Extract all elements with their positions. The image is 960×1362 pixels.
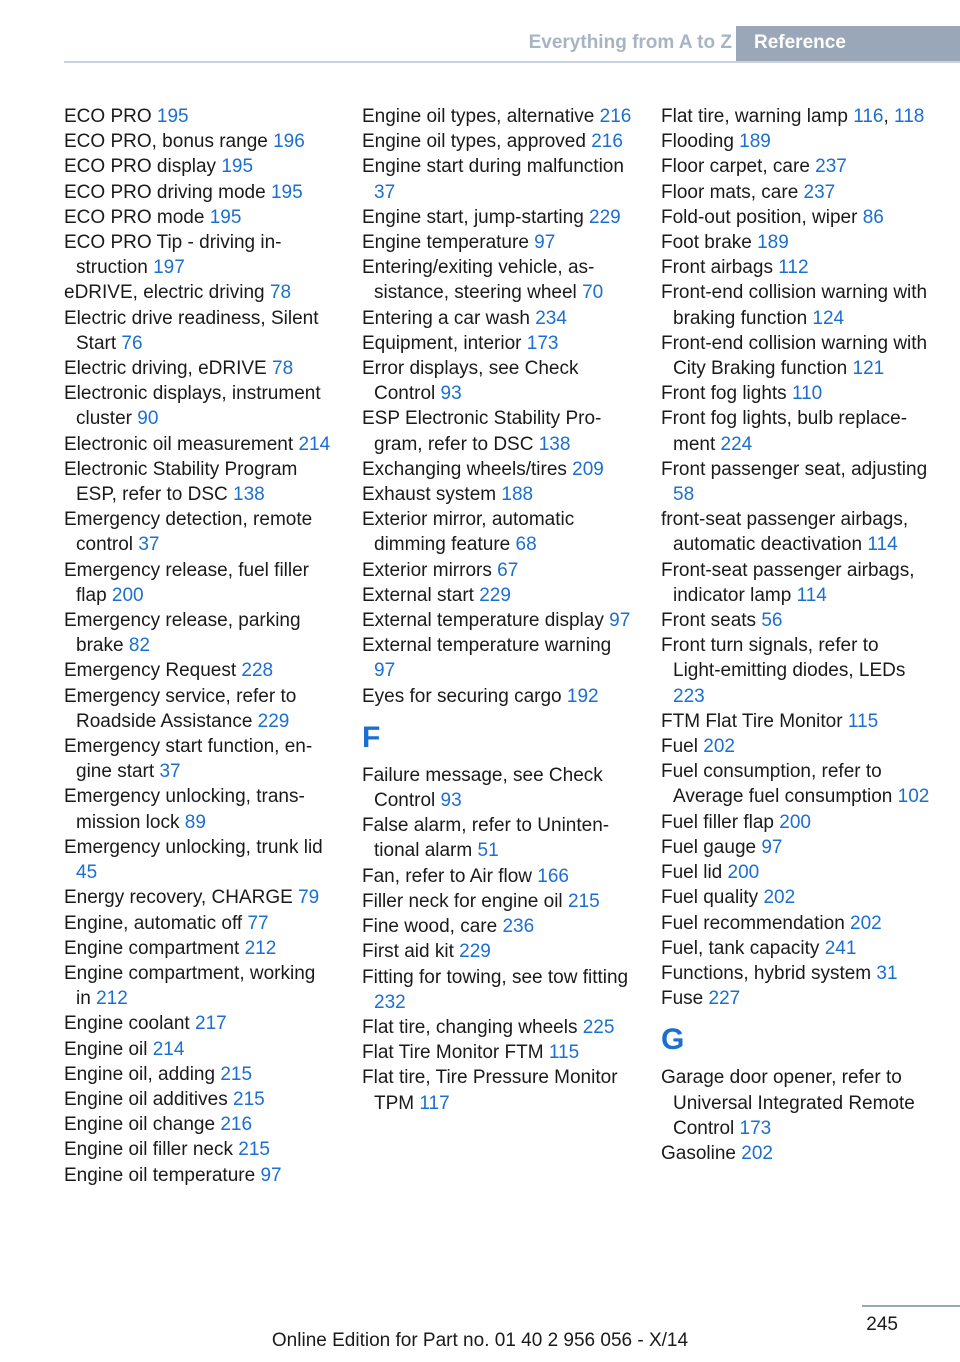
page-reference-link[interactable]: 138 [538, 433, 571, 455]
page-reference-link[interactable]: 197 [153, 257, 185, 279]
index-entry [362, 306, 632, 331]
index-entry [661, 154, 931, 179]
page-reference-link[interactable]: 200 [727, 862, 760, 884]
index-letter-heading: F [362, 720, 381, 754]
page-reference-link[interactable]: 173 [739, 1117, 772, 1139]
page-reference-link[interactable]: 93 [440, 383, 462, 405]
index-entry [64, 356, 334, 381]
index-entry [661, 835, 931, 860]
index-term: Front-end collision warning with City Braking function [661, 332, 928, 380]
page-reference-link[interactable]: 56 [761, 610, 783, 632]
page-reference-link[interactable]: 195 [221, 156, 254, 178]
index-term: Engine oil types, approved [362, 131, 592, 153]
page-reference-link[interactable]: 97 [609, 610, 631, 632]
index-entry [64, 205, 334, 230]
index-entry [362, 356, 632, 406]
index-entry [661, 961, 931, 986]
index-entry [64, 1037, 334, 1062]
running-header-chapter-tab: Reference [736, 26, 960, 61]
index-term: Engine oil, adding [64, 1063, 221, 1085]
page-reference-link[interactable]: 195 [156, 106, 189, 127]
index-entry [362, 889, 632, 914]
index-term: Failure message, see Check Control [362, 764, 603, 812]
index-entry [362, 406, 632, 456]
index-entry [362, 507, 632, 557]
page-reference-link[interactable]: 202 [850, 912, 882, 934]
index-entry [64, 1163, 334, 1188]
page-reference-link[interactable]: 77 [247, 912, 269, 934]
index-term: Engine start, jump-starting [362, 206, 590, 228]
page-reference-link[interactable]: 51 [477, 840, 499, 862]
page-reference-link[interactable]: 241 [824, 937, 857, 959]
index-term: Fuel filler flap [661, 811, 780, 833]
page-reference-link[interactable]: 118 [894, 106, 925, 127]
page-number: 245 [866, 1314, 898, 1335]
index-entry [661, 936, 931, 961]
index-term: Flat tire, warning lamp [661, 106, 854, 127]
index-term: Emergency unlocking, transmission lock [64, 786, 305, 833]
index-entry [661, 406, 931, 456]
index-term: Front turn signals, refer to Light-emitting diodes, LEDs [661, 635, 906, 682]
page-reference-link[interactable]: 76 [121, 332, 143, 354]
index-entry [64, 658, 334, 683]
page-reference-link[interactable]: 37 [374, 181, 396, 203]
index-term: Engine oil temperature [64, 1164, 261, 1186]
index-term: Energy recovery, CHARGE [64, 887, 299, 909]
page-reference-link[interactable]: 67 [497, 559, 519, 581]
page-reference-separator: , [883, 106, 895, 127]
index-entry [661, 255, 931, 280]
index-entry [64, 381, 334, 431]
index-term: Fine wood, care [362, 916, 503, 938]
index-term: Engine oil filler neck [64, 1139, 239, 1161]
index-term: Fold-out position, wiper [661, 206, 863, 228]
page-reference-link[interactable]: 114 [867, 534, 898, 556]
index-entry [362, 813, 632, 863]
index-entry [661, 507, 931, 557]
page-reference-link[interactable]: 237 [803, 181, 836, 203]
index-entry [64, 1087, 334, 1112]
index-term: External start [362, 584, 480, 606]
page-reference-link[interactable]: 78 [269, 282, 292, 304]
index-term: Functions, hybrid system [661, 962, 877, 984]
index-term: Emergency Request [64, 660, 242, 682]
page-reference-link[interactable]: 215 [238, 1139, 270, 1161]
index-entry [362, 633, 632, 683]
page-reference-link[interactable]: 58 [673, 484, 695, 506]
page-reference-link[interactable]: 112 [778, 257, 809, 279]
page-reference-link[interactable]: 97 [534, 232, 556, 254]
index-entry [661, 280, 931, 330]
index-entry [661, 633, 931, 709]
index-entry [64, 1137, 334, 1162]
page-reference-link[interactable]: 102 [897, 786, 930, 808]
index-term: Fuel consumption, refer to Average fuel consumption [661, 761, 898, 808]
index-term: Floor mats, care [661, 181, 804, 203]
index-term: Front fog lights [661, 383, 792, 405]
page-reference-link[interactable]: 173 [526, 332, 559, 354]
index-term: Fuel [661, 736, 704, 758]
page-reference-link[interactable]: 189 [739, 131, 771, 153]
index-term: Front airbags [661, 257, 779, 279]
edition-footer: Online Edition for Part no. 01 40 2 956 056 - X/14 [271, 1330, 689, 1351]
index-entry [362, 583, 632, 608]
index-term: Error displays, see Check Control [362, 358, 579, 405]
index-term: Eyes for securing cargo [362, 685, 567, 707]
index-term: Foot brake [661, 232, 758, 254]
index-entry [362, 914, 632, 939]
page-reference-link[interactable]: 216 [591, 131, 623, 153]
page-reference-link[interactable]: 224 [720, 433, 753, 455]
index-entry [64, 104, 334, 129]
index-entry [64, 608, 334, 658]
index-term: ECO PRO Tip - driving instruction [64, 232, 282, 279]
index-column-1 [64, 104, 334, 1188]
index-entry [362, 1040, 632, 1065]
footer-rule [862, 1305, 960, 1307]
index-entry [64, 306, 334, 356]
index-term: Fuel, tank capacity [661, 937, 825, 959]
index-term: ECO PRO display [64, 156, 222, 178]
index-term: Emergency release, fuel filler flap [64, 559, 309, 606]
index-term: ECO PRO mode [64, 206, 210, 228]
index-entry [362, 864, 632, 889]
index-entry [64, 936, 334, 961]
page-reference-link[interactable]: 202 [763, 887, 796, 909]
index-term: Emergency start function, engine start [64, 736, 313, 783]
index-term: Equipment, interior [362, 332, 527, 354]
page-reference-link[interactable]: 31 [876, 962, 898, 984]
index-term: Flat tire, Tire Pressure Monitor TPM [362, 1067, 618, 1114]
index-entry [661, 104, 931, 129]
index-term: Flooding [661, 131, 740, 153]
page-reference-link[interactable]: 115 [847, 710, 879, 732]
index-entry [661, 608, 931, 633]
index-entry [661, 709, 931, 734]
index-term: Floor carpet, care [661, 156, 816, 178]
index-term: Engine compartment [64, 937, 245, 959]
index-term: Entering a car wash [362, 307, 536, 329]
page-reference-link[interactable]: 228 [241, 660, 274, 682]
index-column-2 [362, 104, 632, 1116]
index-entry [661, 911, 931, 936]
page-reference-link[interactable]: 89 [184, 811, 206, 833]
page-reference-link[interactable]: 237 [815, 156, 847, 178]
page-reference-link[interactable]: 97 [374, 660, 396, 682]
page-reference-link[interactable]: 200 [111, 584, 144, 606]
index-term: First aid kit [362, 941, 460, 963]
page-reference-link[interactable]: 195 [209, 206, 242, 228]
index-term: Engine oil [64, 1038, 153, 1060]
running-header-section: Everything from A to Z [528, 32, 732, 53]
index-term: Fuel gauge [661, 836, 762, 858]
page-reference-link[interactable]: 93 [440, 790, 462, 812]
index-entry [362, 154, 632, 204]
index-term: Fitting for towing, see tow fitting [362, 966, 629, 988]
index-entry [362, 1015, 632, 1040]
page-reference-link[interactable]: 115 [548, 1042, 580, 1064]
page-reference-link[interactable]: 192 [566, 685, 599, 707]
index-term: Front fog lights, bulb replacement [661, 408, 908, 455]
index-term: Engine compartment, working in [64, 962, 316, 1010]
page-reference-link[interactable]: 216 [599, 106, 632, 127]
page-reference-link[interactable]: 215 [220, 1063, 253, 1085]
page-reference-link[interactable]: 110 [791, 383, 823, 405]
index-term: Engine coolant [64, 1013, 195, 1035]
index-term: Flat Tire Monitor FTM [362, 1042, 549, 1064]
index-entry [64, 961, 334, 1011]
index-term: Exchanging wheels/tires [362, 458, 573, 480]
index-term: Fuel recommendation [661, 912, 851, 934]
index-entry [661, 558, 931, 608]
index-entry [64, 784, 334, 834]
page-reference-link[interactable]: 229 [459, 941, 491, 963]
page-reference-link[interactable]: 189 [757, 232, 789, 254]
index-entry [661, 810, 931, 835]
page-reference-link[interactable]: 166 [537, 865, 569, 887]
page-reference-link[interactable]: 45 [76, 862, 98, 884]
page-reference-link[interactable]: 195 [270, 181, 303, 203]
page-reference-link[interactable]: 229 [479, 584, 511, 606]
page-reference-link[interactable]: 124 [812, 307, 845, 329]
page-reference-link[interactable]: 114 [796, 584, 827, 606]
index-letter-heading: G [661, 1023, 685, 1057]
index-term: Engine, automatic off [64, 912, 248, 934]
index-entry [64, 129, 334, 154]
index-entry [661, 734, 931, 759]
index-entry [661, 331, 931, 381]
index-term: Electronic Stability Program ESP, refer to DSC [64, 458, 298, 506]
page-reference-link[interactable]: 37 [138, 534, 160, 556]
index-term: ECO PRO driving mode [64, 181, 271, 203]
index-term: Emergency unlocking, trunk lid [64, 836, 323, 858]
index-entry [661, 180, 931, 205]
index-entry [661, 205, 931, 230]
index-term: Electric driving, eDRIVE [64, 358, 273, 380]
page-reference-link[interactable]: 97 [761, 836, 783, 858]
index-entry [64, 432, 334, 457]
index-term: FTM Flat Tire Monitor [661, 710, 848, 732]
index-term: External temperature display [362, 610, 610, 632]
index-entry [362, 939, 632, 964]
header-rule [64, 61, 960, 63]
index-entry [64, 507, 334, 557]
page-reference-link[interactable]: 78 [272, 358, 294, 380]
page-reference-link[interactable]: 86 [862, 206, 884, 228]
index-term: Filler neck for engine oil [362, 890, 568, 912]
index-entry [661, 457, 931, 507]
index-column-3 [661, 104, 931, 1166]
index-term: Emergency detection, remote control [64, 509, 313, 556]
index-entry [661, 230, 931, 255]
index-entry [362, 255, 632, 305]
index-term: External temperature warning [362, 635, 612, 657]
index-entry [661, 1141, 931, 1166]
index-entry [64, 885, 334, 910]
index-term: Emergency service, refer to Roadside Assistance [64, 685, 297, 732]
index-entry [362, 331, 632, 356]
page-reference-link[interactable]: 117 [419, 1092, 450, 1114]
index-term: Fan, refer to Air flow [362, 865, 538, 887]
page-reference-link[interactable]: 212 [244, 937, 277, 959]
index-entry [362, 482, 632, 507]
index-term: eDRIVE, electric driving [64, 282, 270, 304]
page-reference-link[interactable]: 215 [567, 890, 600, 912]
index-entry [64, 280, 334, 305]
index-term: Engine temperature [362, 232, 535, 254]
index-term: Front-seat passenger airbags, indicator lamp [661, 559, 915, 606]
index-entry [64, 911, 334, 936]
page-reference-link[interactable]: 227 [708, 988, 741, 1010]
page-reference-link[interactable]: 232 [374, 991, 406, 1013]
page-reference-link[interactable]: 202 [703, 736, 735, 758]
page-reference-link[interactable]: 116 [853, 106, 884, 127]
page-reference-link[interactable]: 82 [128, 635, 150, 657]
index-term: ESP Electronic Stability Program, refer to DSC [362, 408, 602, 455]
index-term: Garage door opener, refer to Universal Integrated Remote Control [661, 1067, 915, 1139]
index-term: Fuse [661, 988, 709, 1010]
index-term: Front seats [661, 610, 762, 632]
index-entry [64, 457, 334, 507]
index-term: Exhaust system [362, 484, 502, 506]
index-entry [661, 986, 931, 1011]
page-reference-link[interactable]: 79 [298, 887, 320, 909]
index-term: Engine oil types, alternative [362, 106, 600, 127]
index-entry [362, 1065, 632, 1115]
index-entry [64, 180, 334, 205]
index-term: Gasoline [661, 1142, 742, 1164]
index-entry [64, 734, 334, 784]
page-reference-link[interactable]: 188 [501, 484, 534, 506]
index-entry [661, 860, 931, 885]
index-term: False alarm, refer to Unintentional alarm [362, 815, 610, 862]
index-term: Engine oil additives [64, 1088, 233, 1110]
index-entry [64, 230, 334, 280]
index-entry [64, 1112, 334, 1137]
page-reference-link[interactable]: 225 [582, 1016, 615, 1038]
index-entry [64, 558, 334, 608]
page-reference-link[interactable]: 209 [572, 458, 604, 480]
index-term: Entering/exiting vehicle, assistance, steering wheel [362, 257, 595, 304]
index-entry [362, 684, 632, 709]
index-term: front-seat passenger airbags, automatic deactivation [661, 509, 909, 556]
index-entry [661, 381, 931, 406]
page-reference-link[interactable]: 214 [152, 1038, 185, 1060]
index-entry [362, 104, 632, 129]
index-term: ECO PRO, bonus range [64, 131, 274, 153]
page-reference-link[interactable]: 229 [589, 206, 621, 228]
page-reference-link[interactable]: 200 [779, 811, 811, 833]
index-term: Fuel quality [661, 887, 764, 909]
index-entry [362, 608, 632, 633]
index-term: Fuel lid [661, 862, 728, 884]
page-reference-link[interactable]: 68 [515, 534, 537, 556]
index-entry [661, 129, 931, 154]
index-entry [362, 965, 632, 1015]
index-entry [64, 684, 334, 734]
page-reference-link[interactable]: 196 [273, 131, 305, 153]
index-term: Emergency release, parking brake [64, 610, 301, 657]
index-entry [362, 763, 632, 813]
page-reference-link[interactable]: 138 [233, 484, 265, 506]
index-entry [64, 1011, 334, 1036]
index-term: Engine oil change [64, 1114, 221, 1136]
index-term: ECO PRO [64, 106, 157, 127]
index-entry [362, 230, 632, 255]
index-term: Electric drive readiness, Silent Start [64, 307, 319, 354]
index-entry [661, 759, 931, 809]
index-entry [661, 1065, 931, 1141]
page-reference-link[interactable]: 90 [137, 408, 159, 430]
page-reference-link[interactable]: 215 [233, 1088, 265, 1110]
index-entry [64, 154, 334, 179]
index-entry [64, 1062, 334, 1087]
index-entry [362, 129, 632, 154]
index-term: Engine start during malfunction [362, 156, 624, 178]
page-reference-link[interactable]: 217 [195, 1013, 227, 1035]
page-reference-link[interactable]: 234 [535, 307, 567, 329]
page-reference-link[interactable]: 229 [257, 710, 290, 732]
index-term: Electronic displays, instrument cluster [64, 383, 321, 430]
index-entry [362, 457, 632, 482]
index-entry [362, 205, 632, 230]
page-reference-link[interactable]: 236 [502, 916, 535, 938]
index-term: Flat tire, changing wheels [362, 1016, 583, 1038]
index-entry [362, 558, 632, 583]
index-term: Front passenger seat, adjusting [661, 458, 928, 480]
index-term: Exterior mirrors [362, 559, 498, 581]
page-reference-link[interactable]: 97 [260, 1164, 282, 1186]
page-reference-link[interactable]: 121 [852, 358, 885, 380]
index-entry [64, 835, 334, 885]
page-reference-link[interactable]: 214 [298, 433, 331, 455]
index-term: Electronic oil measurement [64, 433, 299, 455]
page-reference-link[interactable]: 70 [582, 282, 604, 304]
index-term: Exterior mirror, automatic dimming feature [362, 509, 575, 556]
page-reference-link[interactable]: 37 [159, 761, 181, 783]
page-reference-link[interactable]: 216 [220, 1114, 253, 1136]
page-reference-link[interactable]: 202 [741, 1142, 773, 1164]
index-entry [661, 885, 931, 910]
page-reference-link[interactable]: 212 [96, 988, 128, 1010]
page-reference-link[interactable]: 223 [673, 685, 705, 707]
index-term: Front-end collision warning with braking function [661, 282, 928, 329]
